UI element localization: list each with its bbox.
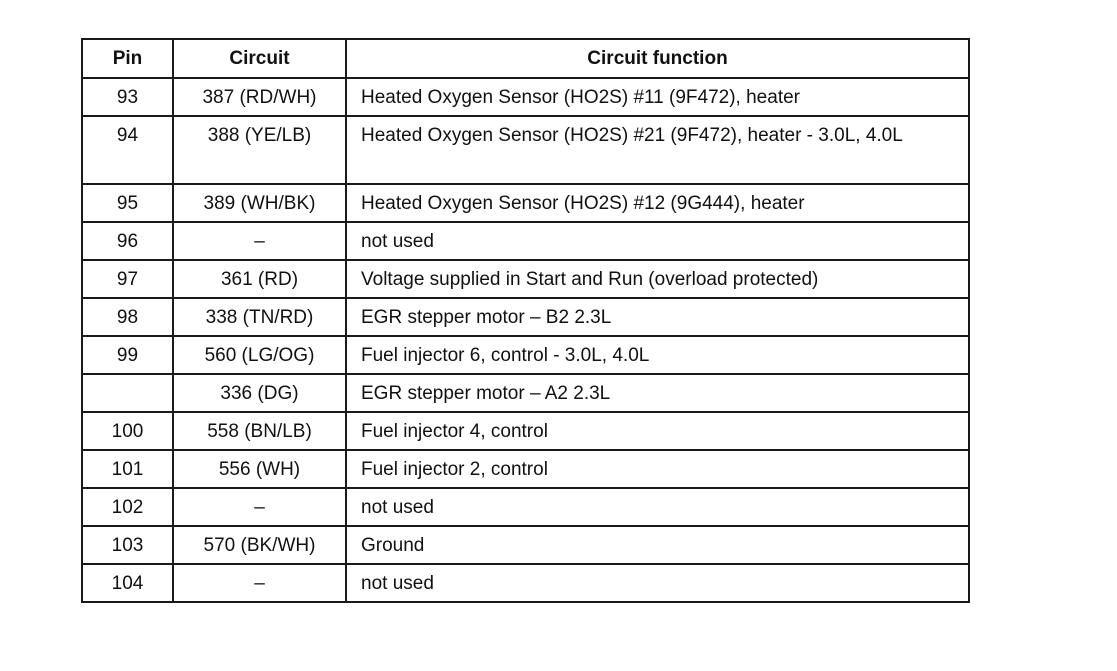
function-cell: not used <box>346 564 969 602</box>
pin-cell: 104 <box>82 564 173 602</box>
table-header <box>82 39 969 78</box>
pin-cell: 98 <box>82 298 173 336</box>
pin-cell: 95 <box>82 184 173 222</box>
pin-cell <box>82 374 173 412</box>
circuit-cell: 389 (WH/BK) <box>173 184 346 222</box>
function-cell: Heated Oxygen Sensor (HO2S) #12 (9G444), heater <box>346 184 969 222</box>
pin-cell: 93 <box>82 78 173 116</box>
pin-cell: 99 <box>82 336 173 374</box>
table-row <box>82 412 969 450</box>
function-cell: Fuel injector 6, control - 3.0L, 4.0L <box>346 336 969 374</box>
table-row <box>82 222 969 260</box>
table-row <box>82 78 969 116</box>
function-cell: Fuel injector 4, control <box>346 412 969 450</box>
circuit-cell: – <box>173 222 346 260</box>
table-row <box>82 564 969 602</box>
header-circuit: Circuit <box>173 39 346 78</box>
table-row <box>82 298 969 336</box>
table-row <box>82 488 969 526</box>
circuit-cell: 570 (BK/WH) <box>173 526 346 564</box>
table-body <box>82 78 969 602</box>
header-pin: Pin <box>82 39 173 78</box>
function-cell: not used <box>346 488 969 526</box>
table-row <box>82 336 969 374</box>
pin-cell: 102 <box>82 488 173 526</box>
circuit-cell: 361 (RD) <box>173 260 346 298</box>
circuit-cell: 387 (RD/WH) <box>173 78 346 116</box>
function-cell: Voltage supplied in Start and Run (overload protected) <box>346 260 969 298</box>
function-cell: EGR stepper motor – A2 2.3L <box>346 374 969 412</box>
table-row <box>82 116 969 184</box>
table-row <box>82 184 969 222</box>
circuit-cell: 338 (TN/RD) <box>173 298 346 336</box>
table-row <box>82 450 969 488</box>
pin-cell: 100 <box>82 412 173 450</box>
pin-cell: 96 <box>82 222 173 260</box>
table-row <box>82 374 969 412</box>
circuit-cell: 558 (BN/LB) <box>173 412 346 450</box>
circuit-cell: 336 (DG) <box>173 374 346 412</box>
pin-circuit-table <box>81 38 970 603</box>
header-row <box>82 39 969 78</box>
function-cell: Ground <box>346 526 969 564</box>
function-cell: Heated Oxygen Sensor (HO2S) #11 (9F472), heater <box>346 78 969 116</box>
circuit-cell: 388 (YE/LB) <box>173 116 346 184</box>
table-row <box>82 526 969 564</box>
function-cell: not used <box>346 222 969 260</box>
pin-cell: 94 <box>82 116 173 184</box>
header-circuit-function: Circuit function <box>346 39 969 78</box>
pin-cell: 103 <box>82 526 173 564</box>
pin-cell: 101 <box>82 450 173 488</box>
function-cell: Fuel injector 2, control <box>346 450 969 488</box>
function-cell: EGR stepper motor – B2 2.3L <box>346 298 969 336</box>
pin-cell: 97 <box>82 260 173 298</box>
table-row <box>82 260 969 298</box>
circuit-cell: 556 (WH) <box>173 450 346 488</box>
function-cell: Heated Oxygen Sensor (HO2S) #21 (9F472), heater - 3.0L, 4.0L <box>346 116 969 184</box>
circuit-cell: – <box>173 564 346 602</box>
circuit-cell: 560 (LG/OG) <box>173 336 346 374</box>
circuit-cell: – <box>173 488 346 526</box>
